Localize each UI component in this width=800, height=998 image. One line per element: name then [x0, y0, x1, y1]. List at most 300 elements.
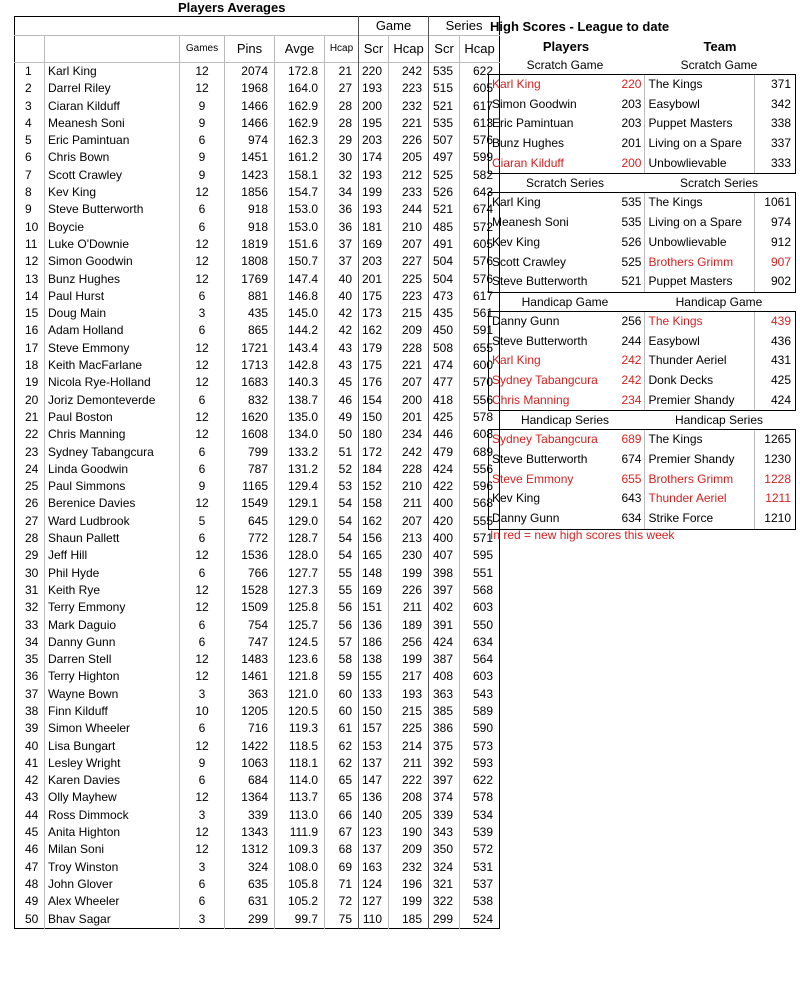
- pins-cell: 1343: [225, 824, 275, 841]
- game-handicap-cell: 221: [389, 115, 429, 132]
- handicap-cell: 60: [325, 686, 359, 703]
- game-handicap-cell: 209: [389, 841, 429, 858]
- series-scratch-cell: 521: [429, 201, 460, 218]
- table-row: [15, 789, 500, 806]
- table-row: [15, 617, 500, 634]
- averages-title: Players Averages: [178, 0, 286, 15]
- high-score-row: [489, 193, 795, 213]
- game-handicap-cell: 211: [389, 755, 429, 772]
- games-cell: 6: [180, 565, 225, 582]
- team-name: Strike Force: [645, 509, 755, 529]
- rank-cell: 24: [25, 461, 39, 476]
- average-cell: 129.0: [275, 513, 325, 530]
- series-handicap-cell: 564: [460, 651, 500, 668]
- player-name-cell: Paul Boston: [45, 409, 180, 426]
- handicap-cell: 55: [325, 582, 359, 599]
- player-name-cell: Darrel Riley: [45, 80, 180, 97]
- games-cell: 3: [180, 686, 225, 703]
- player-name-cell: Phil Hyde: [45, 565, 180, 582]
- high-score-row: [489, 470, 795, 490]
- series-scratch-cell: 535: [429, 115, 460, 132]
- game-handicap-cell: 210: [389, 219, 429, 236]
- game-handicap-cell: 212: [389, 167, 429, 184]
- rank-cell: 4: [25, 115, 32, 130]
- team-name: Thunder Aeriel: [645, 351, 755, 371]
- games-cell: 6: [180, 219, 225, 236]
- game-handicap-cell: 199: [389, 565, 429, 582]
- player-name-cell: Bhav Sagar: [45, 911, 180, 929]
- pins-cell: 832: [225, 392, 275, 409]
- games-cell: 12: [180, 824, 225, 841]
- team-name: Easybowl: [645, 332, 755, 352]
- game-scratch-cell: 165: [359, 547, 389, 564]
- rank-cell: 23: [25, 444, 39, 459]
- game-scr-header: Scr: [359, 36, 389, 63]
- series-scratch-cell: 343: [429, 824, 460, 841]
- game-handicap-cell: 205: [389, 807, 429, 824]
- game-scratch-cell: 173: [359, 305, 389, 322]
- series-handicap-cell: 655: [460, 340, 500, 357]
- rank-cell: 36: [25, 669, 39, 684]
- game-scratch-cell: 150: [359, 703, 389, 720]
- average-cell: 161.2: [275, 149, 325, 166]
- table-row: [15, 876, 500, 893]
- player-name-cell: Eric Pamintuan: [45, 132, 180, 149]
- player-name: Sydney Tabangcura: [492, 372, 598, 387]
- games-cell: 6: [180, 201, 225, 218]
- series-scratch-cell: 375: [429, 738, 460, 755]
- high-score-row: [489, 332, 795, 352]
- section-header: [488, 174, 796, 192]
- games-cell: 9: [180, 478, 225, 495]
- series-handicap-cell: 596: [460, 478, 500, 495]
- game-handicap-cell: 189: [389, 617, 429, 634]
- average-cell: 105.8: [275, 876, 325, 893]
- game-scratch-cell: 150: [359, 409, 389, 426]
- table-row: [15, 807, 500, 824]
- pins-cell: 747: [225, 634, 275, 651]
- team-score: 1211: [765, 491, 791, 506]
- team-name: Premier Shandy: [645, 391, 755, 411]
- player-score: 674: [612, 450, 646, 470]
- games-cell: 6: [180, 772, 225, 789]
- games-cell: 6: [180, 288, 225, 305]
- series-scratch-cell: 398: [429, 565, 460, 582]
- game-handicap-cell: 244: [389, 201, 429, 218]
- rank-cell: 45: [25, 825, 39, 840]
- series-handicap-cell: 576: [460, 253, 500, 270]
- player-name-cell: Joriz Demonteverde: [45, 392, 180, 409]
- high-score-row: [489, 430, 795, 450]
- series-scratch-cell: 424: [429, 634, 460, 651]
- player-name-cell: Simon Goodwin: [45, 253, 180, 270]
- table-row: [15, 184, 500, 201]
- team-score: 912: [770, 234, 791, 249]
- average-cell: 128.7: [275, 530, 325, 547]
- series-scratch-cell: 418: [429, 392, 460, 409]
- games-cell: 6: [180, 617, 225, 634]
- table-row: [15, 824, 500, 841]
- game-handicap-cell: 199: [389, 893, 429, 910]
- group-series-header: Series: [429, 17, 500, 36]
- table-row: [15, 80, 500, 97]
- handicap-cell: 57: [325, 634, 359, 651]
- pins-cell: 324: [225, 859, 275, 876]
- games-cell: 12: [180, 582, 225, 599]
- table-row: [15, 271, 500, 288]
- series-scratch-cell: 446: [429, 426, 460, 443]
- game-handicap-cell: 205: [389, 149, 429, 166]
- team-score: 338: [770, 116, 791, 131]
- pins-cell: 918: [225, 201, 275, 218]
- high-score-row: [489, 134, 795, 154]
- game-scratch-cell: 176: [359, 374, 389, 391]
- pins-cell: 766: [225, 565, 275, 582]
- player-score: 244: [612, 332, 646, 352]
- player-name-cell: John Glover: [45, 876, 180, 893]
- game-scratch-cell: 193: [359, 167, 389, 184]
- rank-cell: 27: [25, 513, 39, 528]
- rank-cell: 20: [25, 392, 39, 407]
- high-score-row: [489, 351, 795, 371]
- handicap-cell: 36: [325, 219, 359, 236]
- series-handicap-cell: 576: [460, 132, 500, 149]
- series-handicap-cell: 555: [460, 513, 500, 530]
- team-score: 337: [770, 136, 791, 151]
- average-cell: 138.7: [275, 392, 325, 409]
- rank-cell: 18: [25, 358, 39, 373]
- team-column-header: Team: [703, 39, 737, 54]
- table-row: [15, 686, 500, 703]
- series-handicap-cell: 622: [460, 772, 500, 789]
- player-score: 535: [612, 193, 646, 213]
- game-handicap-cell: 233: [389, 184, 429, 201]
- table-row: [15, 409, 500, 426]
- average-cell: 124.5: [275, 634, 325, 651]
- handicap-cell: 54: [325, 530, 359, 547]
- games-cell: 6: [180, 720, 225, 737]
- pins-cell: 787: [225, 461, 275, 478]
- team-name: Unbowlievable: [645, 233, 755, 253]
- game-handicap-cell: 223: [389, 288, 429, 305]
- game-scratch-cell: 199: [359, 184, 389, 201]
- pins-cell: 1808: [225, 253, 275, 270]
- player-score: 521: [612, 272, 646, 292]
- player-name-cell: Jeff Hill: [45, 547, 180, 564]
- table-row: [15, 565, 500, 582]
- series-scratch-cell: 479: [429, 444, 460, 461]
- pins-cell: 684: [225, 772, 275, 789]
- players-averages-table: [14, 16, 500, 929]
- rank-cell: 35: [25, 652, 39, 667]
- player-name-cell: Anita Highton: [45, 824, 180, 841]
- player-name-cell: Keith MacFarlane: [45, 357, 180, 374]
- game-handicap-cell: 225: [389, 720, 429, 737]
- rank-cell: 6: [25, 150, 32, 165]
- game-handicap-cell: 209: [389, 322, 429, 339]
- team-name: Brothers Grimm: [645, 253, 755, 273]
- table-row: [15, 461, 500, 478]
- average-cell: 113.0: [275, 807, 325, 824]
- games-cell: 3: [180, 911, 225, 929]
- average-cell: 127.3: [275, 582, 325, 599]
- average-cell: 146.8: [275, 288, 325, 305]
- pins-cell: 1856: [225, 184, 275, 201]
- series-scratch-cell: 474: [429, 357, 460, 374]
- player-name-cell: Ciaran Kilduff: [45, 98, 180, 115]
- game-handicap-cell: 234: [389, 426, 429, 443]
- pins-cell: 1466: [225, 98, 275, 115]
- player-name: Bunz Hughes: [492, 136, 565, 151]
- rank-cell: 25: [25, 479, 39, 494]
- game-scratch-cell: 162: [359, 322, 389, 339]
- games-cell: 3: [180, 859, 225, 876]
- rank-cell: 11: [25, 236, 38, 251]
- series-scratch-cell: 473: [429, 288, 460, 305]
- table-row: [15, 513, 500, 530]
- team-name: Donk Decks: [645, 371, 755, 391]
- series-handicap-cell: 617: [460, 288, 500, 305]
- series-handicap-cell: 617: [460, 98, 500, 115]
- game-scratch-cell: 169: [359, 582, 389, 599]
- rank-cell: 2: [25, 81, 32, 96]
- team-score: 436: [770, 333, 791, 348]
- game-handicap-cell: 199: [389, 651, 429, 668]
- pins-cell: 1063: [225, 755, 275, 772]
- table-row: [15, 547, 500, 564]
- game-handicap-cell: 225: [389, 271, 429, 288]
- average-cell: 129.4: [275, 478, 325, 495]
- game-scratch-cell: 201: [359, 271, 389, 288]
- player-name-cell: Adam Holland: [45, 322, 180, 339]
- team-name: The Kings: [645, 193, 755, 213]
- rank-cell: 28: [25, 531, 39, 546]
- average-cell: 114.0: [275, 772, 325, 789]
- game-handicap-cell: 228: [389, 340, 429, 357]
- team-score: 333: [770, 155, 791, 170]
- pins-cell: 1968: [225, 80, 275, 97]
- pins-cell: 754: [225, 617, 275, 634]
- handicap-cell: 58: [325, 651, 359, 668]
- player-name: Scott Crawley: [492, 254, 567, 269]
- table-row: [15, 530, 500, 547]
- rank-cell: 14: [25, 288, 39, 303]
- player-name-cell: Kev King: [45, 184, 180, 201]
- handicap-cell: 21: [325, 63, 359, 81]
- handicap-cell: 62: [325, 738, 359, 755]
- rank-cell: 40: [25, 738, 39, 753]
- player-name-cell: Lisa Bungart: [45, 738, 180, 755]
- player-name-cell: Keith Rye: [45, 582, 180, 599]
- rank-cell: 19: [25, 375, 39, 390]
- player-name-cell: Karen Davies: [45, 772, 180, 789]
- average-cell: 118.5: [275, 738, 325, 755]
- table-row: [15, 495, 500, 512]
- pins-cell: 1364: [225, 789, 275, 806]
- player-name-cell: Doug Main: [45, 305, 180, 322]
- player-name: Danny Gunn: [492, 511, 560, 526]
- game-handicap-cell: 211: [389, 599, 429, 616]
- games-cell: 12: [180, 495, 225, 512]
- series-handicap-cell: 589: [460, 703, 500, 720]
- table-row: [15, 599, 500, 616]
- game-handicap-cell: 207: [389, 374, 429, 391]
- average-cell: 111.9: [275, 824, 325, 841]
- games-cell: 12: [180, 184, 225, 201]
- team-score: 439: [770, 313, 791, 328]
- handicap-cell: 30: [325, 149, 359, 166]
- handicap-cell: 75: [325, 911, 359, 929]
- series-handicap-cell: 537: [460, 876, 500, 893]
- series-handicap-cell: 674: [460, 201, 500, 218]
- pins-header: Pins: [225, 36, 275, 63]
- high-score-row: [489, 233, 795, 253]
- handicap-cell: 59: [325, 668, 359, 685]
- section-title-players: Scratch Game: [526, 58, 604, 72]
- rank-cell: 33: [25, 617, 39, 632]
- game-handicap-cell: 215: [389, 703, 429, 720]
- player-name-cell: Lesley Wright: [45, 755, 180, 772]
- player-name-cell: Boycie: [45, 219, 180, 236]
- section-title-team: Handicap Game: [675, 294, 763, 309]
- section-title-team: Scratch Series: [679, 176, 759, 191]
- section-title-players: Scratch Series: [525, 176, 605, 191]
- handicap-cell: 37: [325, 236, 359, 253]
- game-scratch-cell: 155: [359, 668, 389, 685]
- game-scratch-cell: 175: [359, 288, 389, 305]
- player-name-cell: Mark Daguio: [45, 617, 180, 634]
- average-cell: 134.0: [275, 426, 325, 443]
- rank-cell: 12: [25, 254, 39, 269]
- team-score: 902: [770, 274, 791, 289]
- pins-cell: 363: [225, 686, 275, 703]
- game-scratch-cell: 193: [359, 80, 389, 97]
- team-score: 1210: [764, 511, 791, 526]
- games-cell: 6: [180, 634, 225, 651]
- games-cell: 12: [180, 651, 225, 668]
- table-row: [15, 322, 500, 339]
- series-scratch-cell: 363: [429, 686, 460, 703]
- games-cell: 12: [180, 668, 225, 685]
- pins-cell: 865: [225, 322, 275, 339]
- average-cell: 123.6: [275, 651, 325, 668]
- game-handicap-cell: 232: [389, 859, 429, 876]
- player-score: 689: [612, 430, 646, 450]
- high-score-box: [488, 74, 796, 174]
- player-score: 220: [612, 75, 646, 95]
- game-scratch-cell: 154: [359, 392, 389, 409]
- table-row: [15, 63, 500, 81]
- handicap-cell: 27: [325, 80, 359, 97]
- series-handicap-cell: 570: [460, 374, 500, 391]
- pins-cell: 1819: [225, 236, 275, 253]
- team-score: 1265: [764, 432, 791, 447]
- series-scratch-cell: 424: [429, 461, 460, 478]
- game-handicap-cell: 227: [389, 253, 429, 270]
- series-handicap-cell: 605: [460, 80, 500, 97]
- rank-cell: 37: [25, 686, 39, 701]
- game-scratch-cell: 162: [359, 513, 389, 530]
- series-scratch-cell: 299: [429, 911, 460, 929]
- pins-cell: 1721: [225, 340, 275, 357]
- rank-cell: 42: [25, 773, 39, 788]
- games-cell: 6: [180, 876, 225, 893]
- handicap-cell: 65: [325, 789, 359, 806]
- pins-cell: 1422: [225, 738, 275, 755]
- game-scratch-cell: 137: [359, 841, 389, 858]
- handicap-cell: 45: [325, 374, 359, 391]
- games-cell: 9: [180, 167, 225, 184]
- player-name-cell: Paul Simmons: [45, 478, 180, 495]
- game-scratch-cell: 193: [359, 201, 389, 218]
- series-scratch-cell: 504: [429, 253, 460, 270]
- pins-cell: 1769: [225, 271, 275, 288]
- player-name-cell: Steve Emmony: [45, 340, 180, 357]
- rank-cell: 30: [25, 565, 39, 580]
- rank-cell: 16: [25, 323, 39, 338]
- team-name: The Kings: [645, 430, 755, 450]
- pins-cell: 645: [225, 513, 275, 530]
- handicap-cell: 68: [325, 841, 359, 858]
- handicap-cell: 51: [325, 444, 359, 461]
- team-score: 431: [770, 353, 791, 368]
- game-scratch-cell: 152: [359, 478, 389, 495]
- player-name-cell: Chris Manning: [45, 426, 180, 443]
- section-header: [488, 56, 796, 74]
- team-score: 1230: [764, 452, 791, 466]
- group-game-header: Game: [359, 17, 429, 36]
- player-name-cell: Darren Stell: [45, 651, 180, 668]
- game-scratch-cell: 179: [359, 340, 389, 357]
- team-name: Easybowl: [645, 95, 755, 115]
- series-scratch-cell: 339: [429, 807, 460, 824]
- table-row: [15, 651, 500, 668]
- team-name: Premier Shandy: [645, 450, 755, 470]
- player-name-cell: Berenice Davies: [45, 495, 180, 512]
- games-cell: 12: [180, 253, 225, 270]
- high-score-box: [488, 311, 796, 411]
- game-scratch-cell: 180: [359, 426, 389, 443]
- series-handicap-cell: 539: [460, 824, 500, 841]
- game-handicap-cell: 221: [389, 357, 429, 374]
- player-name-cell: Linda Goodwin: [45, 461, 180, 478]
- player-score: 203: [612, 114, 646, 134]
- handicap-cell: 54: [325, 495, 359, 512]
- handicap-cell: 40: [325, 271, 359, 288]
- average-cell: 162.9: [275, 115, 325, 132]
- series-scratch-cell: 525: [429, 167, 460, 184]
- average-cell: 105.2: [275, 893, 325, 910]
- games-cell: 12: [180, 63, 225, 81]
- series-handicap-cell: 531: [460, 859, 500, 876]
- average-cell: 154.7: [275, 184, 325, 201]
- series-scratch-cell: 485: [429, 219, 460, 236]
- average-cell: 147.4: [275, 271, 325, 288]
- handicap-cell: 49: [325, 409, 359, 426]
- handicap-cell: 65: [325, 772, 359, 789]
- team-name: Living on a Spare: [645, 134, 755, 154]
- series-handicap-cell: 561: [460, 305, 500, 322]
- game-handicap-cell: 223: [389, 80, 429, 97]
- game-scratch-cell: 110: [359, 911, 389, 929]
- series-handicap-cell: 613: [460, 115, 500, 132]
- pins-cell: 799: [225, 444, 275, 461]
- table-row: [15, 859, 500, 876]
- game-scratch-cell: 148: [359, 565, 389, 582]
- series-handicap-cell: 689: [460, 444, 500, 461]
- series-scratch-cell: 385: [429, 703, 460, 720]
- series-handicap-cell: 524: [460, 911, 500, 929]
